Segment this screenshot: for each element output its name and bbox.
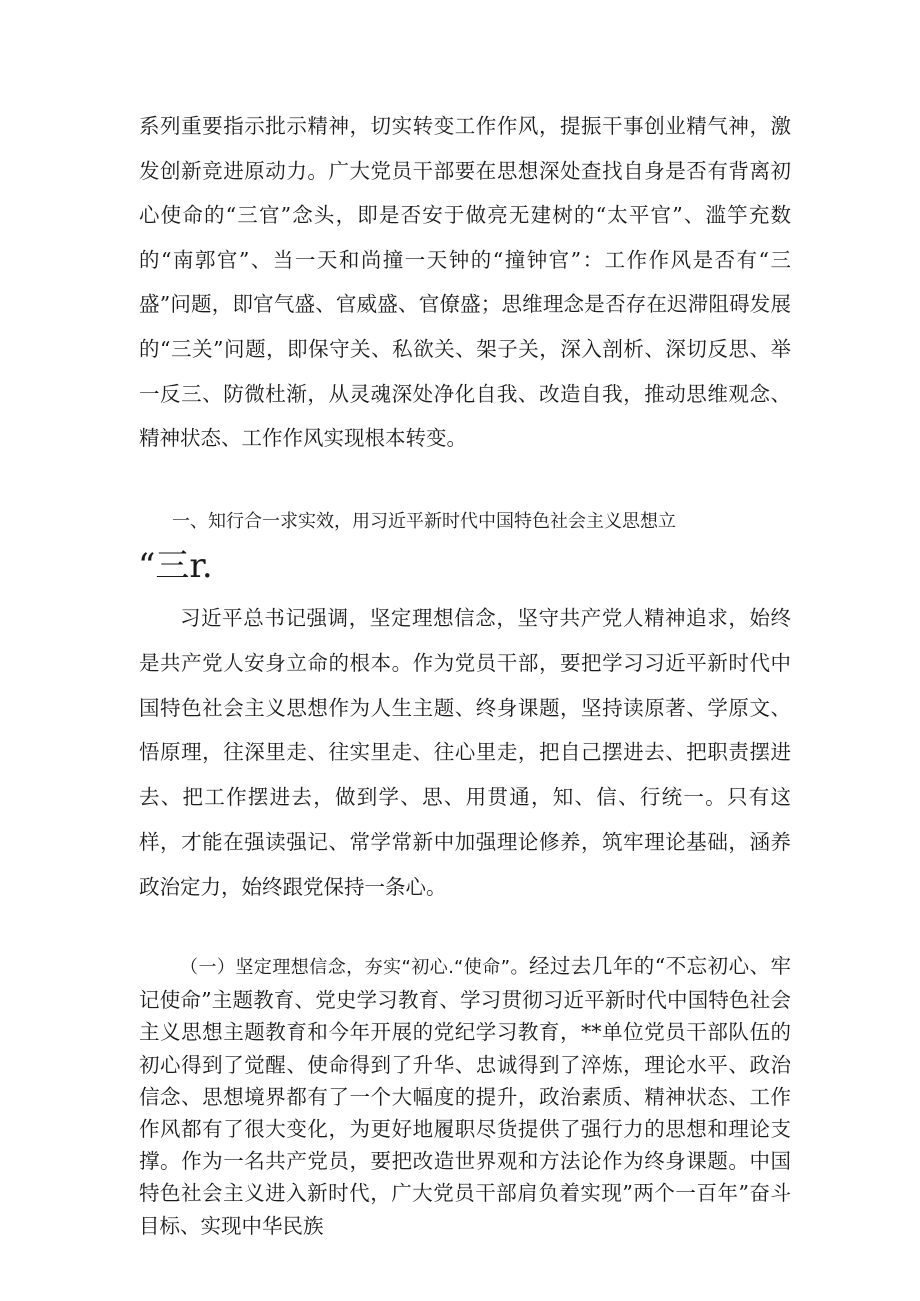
body-paragraph-3 [139, 950, 791, 1242]
body-paragraph-1: 系列重要指示批示精神，切实转变工作作风，提振干事创业精气神，激发创新竞进原动力。广大党员干部要在思想深处查找自身是否有背离初心使命的“三官”念头，即是否安于做亮无建树的“太平官”、滥竽充数的“南郭官”、当一天和尚撞一天钟的“撞钟官”：工作作风是否有“三盛”问题，即官气盛、官威盛、官僚盛；思维理念是否存在迟滞阻碍发展的“三关”问题，即保守关、私欲关、架子关，深入剖析、深切反思、举一反三、防微杜渐，从灵魂深处净化自我、改造自我，推动思维观念、精神状态、工作作风实现根本转变。 [139, 114, 791, 451]
section-heading-1: 一、知行合一求实效，用习近平新时代中国特色社会主义思想立 [172, 511, 676, 532]
section-heading-1-continuation: “三r. [138, 546, 213, 586]
body-paragraph-2: 习近平总书记强调，坚定理想信念，坚守共产党人精神追求，始终是共产党人安身立命的根本。作为党员干部，要把学习习近平新时代中国特色社会主义思想作为人生主题、终身课题，坚持读原著、学原文、悟原理，往深里走、往实里走、往心里走，把自己摆进去、把职责摆进去、把工作摆进去，做到学、思、用贯通，知、信、行统一。只有这样，才能在强读强记、常学常新中加强理论修养，筑牢理论基础，涵养政治定力，始终跟党保持一条心。 [139, 606, 791, 899]
subsection-heading-1: （一）坚定理想信念，夯实“初心.“使命”。 [180, 957, 529, 978]
body-paragraph-3-text: 经过去几年的“不忘初心、牢记使命”主题教育、党史学习教育、学习贯彻习近平新时代中国特色社会主义思想主题教育和今年开展的党纪学习教育，**单位党员干部队伍的初心得到了觉醒、使命得到了升华、忠诚得到了淬炼，理论水平、政治信念、思想境界都有了一个大幅度的提升，政治素质、精神状态、工作作风都有了很大变化，为更好地履职尽货提供了强行力的思想和理论支撑。作为一名共产党员，要把改造世界观和方法论作为终身课题。中国特色社会主义进入新时代，广大党员干部肩负着实现”两个一百年”奋斗目标、实现中华民族 [139, 954, 792, 1238]
